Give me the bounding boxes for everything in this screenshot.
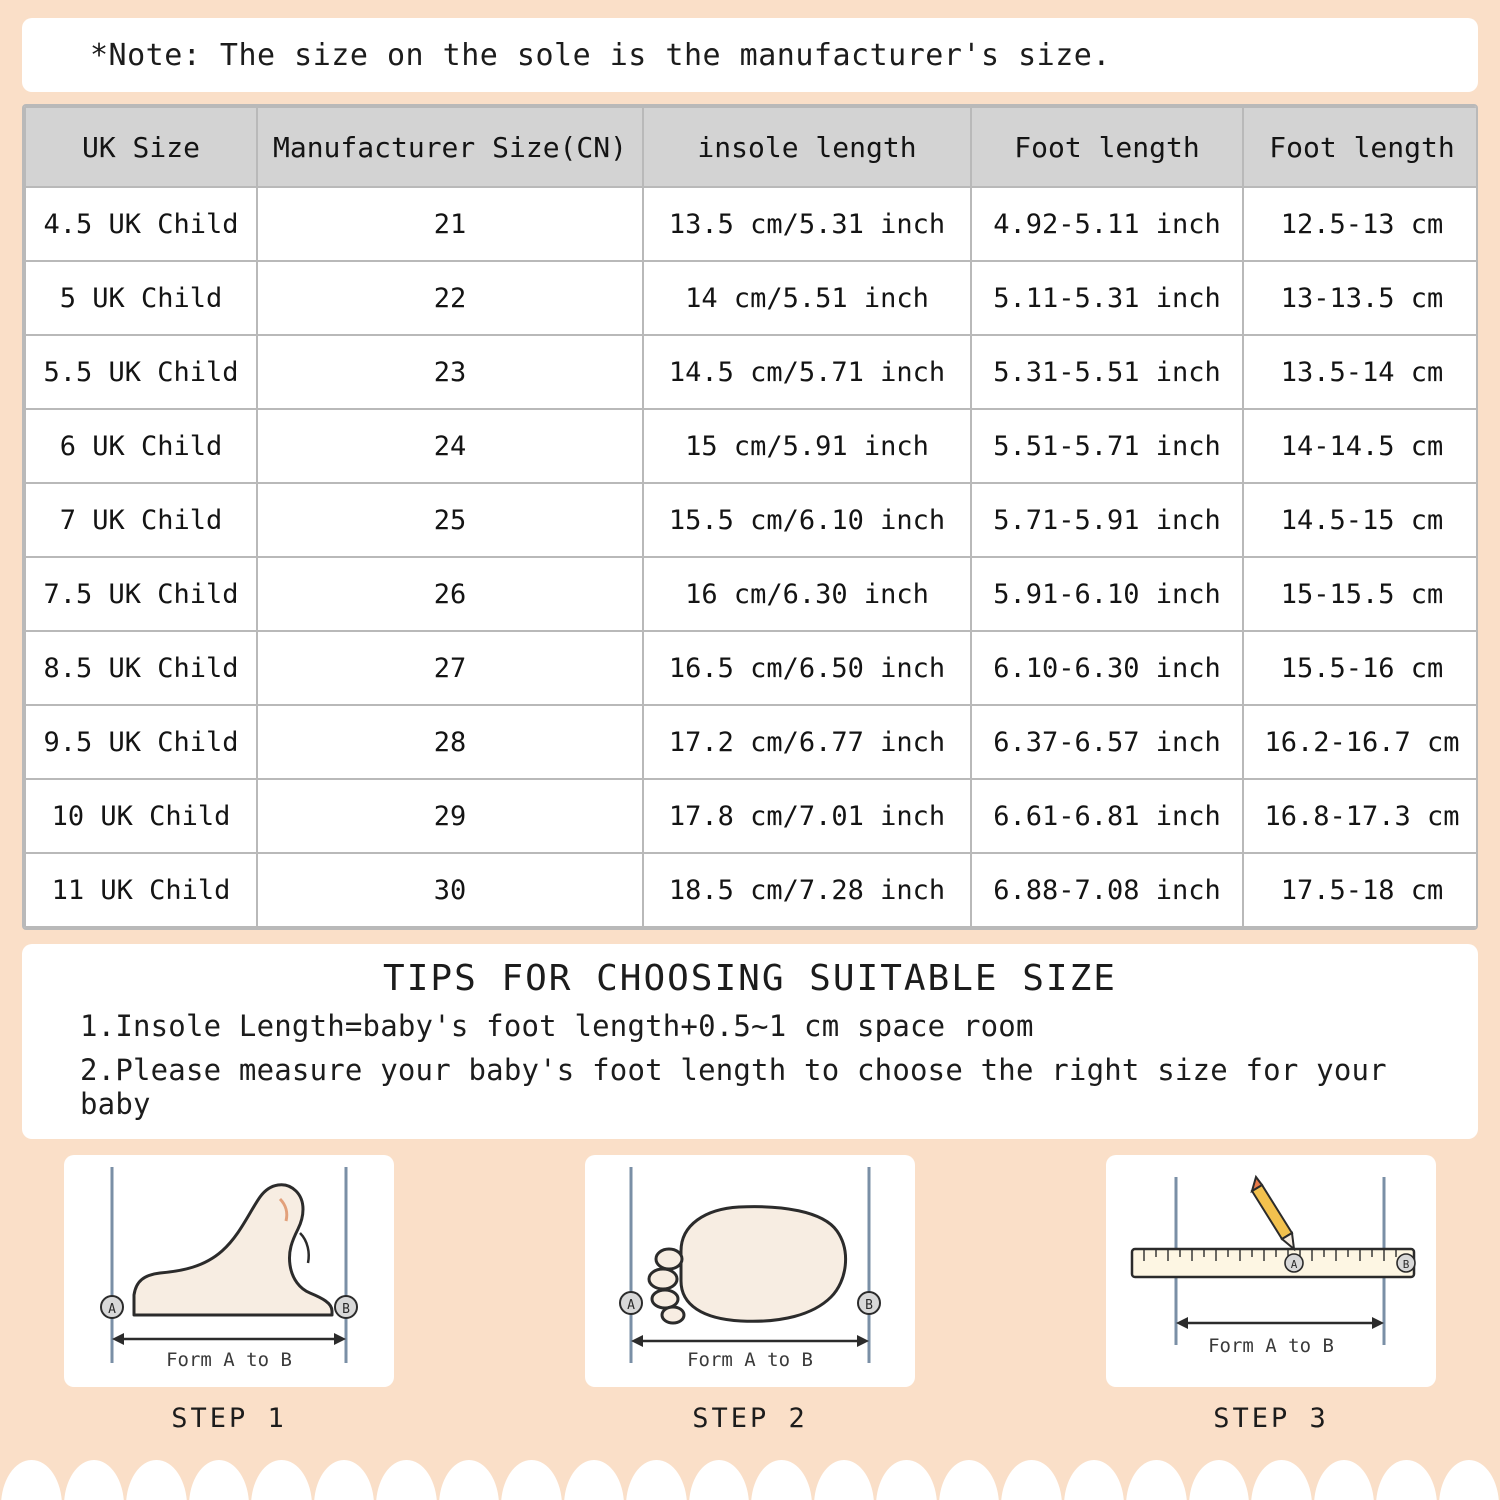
cell-foot-length-inch: 6.88-7.08 inch	[971, 853, 1243, 927]
cell-foot-length-inch: 4.92-5.11 inch	[971, 187, 1243, 261]
size-table-container	[22, 104, 1478, 930]
cell-manufacturer-size: 21	[257, 187, 643, 261]
cell-foot-length-cm: 16.8-17.3 cm	[1243, 779, 1478, 853]
cell-insole-length: 16 cm/6.30 inch	[643, 557, 971, 631]
step-2-label: STEP 2	[692, 1403, 808, 1434]
column-header-manufacturer-size: Manufacturer Size(CN)	[257, 107, 643, 187]
tips-title: TIPS FOR CHOOSING SUITABLE SIZE	[383, 958, 1117, 999]
cell-foot-length-inch: 5.71-5.91 inch	[971, 483, 1243, 557]
cell-uk-size: 5.5 UK Child	[25, 335, 257, 409]
cell-manufacturer-size: 28	[257, 705, 643, 779]
tips-line-2: 2.Please measure your baby's foot length to choose the right size for your baby	[80, 1053, 1387, 1121]
cell-foot-length-cm: 16.2-16.7 cm	[1243, 705, 1478, 779]
cell-foot-length-cm: 13-13.5 cm	[1243, 261, 1478, 335]
cell-foot-length-cm: 14-14.5 cm	[1243, 409, 1478, 483]
cell-foot-length-inch: 6.61-6.81 inch	[971, 779, 1243, 853]
cell-insole-length: 15 cm/5.91 inch	[643, 409, 971, 483]
column-header-foot-length-cm: Foot length	[1243, 107, 1478, 187]
cell-manufacturer-size: 27	[257, 631, 643, 705]
cell-manufacturer-size: 29	[257, 779, 643, 853]
cell-foot-length-cm: 12.5-13 cm	[1243, 187, 1478, 261]
table-row	[25, 631, 1478, 705]
table-row	[25, 557, 1478, 631]
step-1-label: STEP 1	[171, 1403, 287, 1434]
table-row	[25, 483, 1478, 557]
table-row	[25, 853, 1478, 927]
cell-uk-size: 5 UK Child	[25, 261, 257, 335]
cell-foot-length-inch: 5.31-5.51 inch	[971, 335, 1243, 409]
cell-uk-size: 10 UK Child	[25, 779, 257, 853]
steps-row	[22, 1155, 1478, 1434]
cell-insole-length: 16.5 cm/6.50 inch	[643, 631, 971, 705]
scallop-decoration	[0, 1460, 1500, 1500]
column-header-uk-size: UK Size	[25, 107, 257, 187]
note-text: *Note: The size on the sole is the manufacturer's size.	[90, 37, 1111, 73]
step-1	[64, 1155, 394, 1434]
cell-uk-size: 7.5 UK Child	[25, 557, 257, 631]
cell-insole-length: 13.5 cm/5.31 inch	[643, 187, 971, 261]
cell-uk-size: 9.5 UK Child	[25, 705, 257, 779]
cell-uk-size: 7 UK Child	[25, 483, 257, 557]
cell-foot-length-inch: 5.11-5.31 inch	[971, 261, 1243, 335]
step-3	[1106, 1155, 1436, 1434]
cell-uk-size: 11 UK Child	[25, 853, 257, 927]
cell-insole-length: 14 cm/5.51 inch	[643, 261, 971, 335]
cell-manufacturer-size: 30	[257, 853, 643, 927]
cell-insole-length: 14.5 cm/5.71 inch	[643, 335, 971, 409]
note-bar	[22, 18, 1478, 92]
pencil-icon	[1252, 1177, 1294, 1249]
cell-foot-length-inch: 6.37-6.57 inch	[971, 705, 1243, 779]
svg-text:B: B	[342, 1302, 350, 1317]
cell-insole-length: 15.5 cm/6.10 inch	[643, 483, 971, 557]
svg-text:A: A	[1290, 1258, 1298, 1271]
cell-uk-size: 6 UK Child	[25, 409, 257, 483]
cell-insole-length: 18.5 cm/7.28 inch	[643, 853, 971, 927]
table-row	[25, 409, 1478, 483]
cell-uk-size: 8.5 UK Child	[25, 631, 257, 705]
column-header-insole-length: insole length	[643, 107, 971, 187]
table-row	[25, 705, 1478, 779]
cell-uk-size: 4.5 UK Child	[25, 187, 257, 261]
cell-foot-length-inch: 6.10-6.30 inch	[971, 631, 1243, 705]
table-row	[25, 335, 1478, 409]
cell-manufacturer-size: 24	[257, 409, 643, 483]
table-row	[25, 187, 1478, 261]
cell-foot-length-cm: 14.5-15 cm	[1243, 483, 1478, 557]
svg-text:B: B	[865, 1298, 873, 1313]
cell-foot-length-cm: 15-15.5 cm	[1243, 557, 1478, 631]
svg-text:B: B	[1402, 1258, 1410, 1271]
svg-text:A: A	[108, 1302, 116, 1317]
cell-foot-length-cm: 13.5-14 cm	[1243, 335, 1478, 409]
step-3-caption: Form A to B	[1208, 1335, 1334, 1357]
step-2-caption: Form A to B	[687, 1349, 813, 1371]
table-header-row	[25, 107, 1478, 187]
cell-manufacturer-size: 25	[257, 483, 643, 557]
step-1-caption: Form A to B	[166, 1349, 292, 1371]
cell-insole-length: 17.8 cm/7.01 inch	[643, 779, 971, 853]
cell-insole-length: 17.2 cm/6.77 inch	[643, 705, 971, 779]
cell-foot-length-cm: 17.5-18 cm	[1243, 853, 1478, 927]
svg-text:A: A	[627, 1298, 635, 1313]
step-3-card	[1106, 1155, 1436, 1387]
table-row	[25, 779, 1478, 853]
table-row	[25, 261, 1478, 335]
cell-manufacturer-size: 22	[257, 261, 643, 335]
step-1-card	[64, 1155, 394, 1387]
step-3-label: STEP 3	[1213, 1403, 1329, 1434]
column-header-foot-length-inch: Foot length	[971, 107, 1243, 187]
tips-line-1: 1.Insole Length=baby's foot length+0.5~1 cm space room	[80, 1009, 1034, 1043]
tips-panel	[22, 944, 1478, 1139]
size-table	[24, 106, 1478, 928]
cell-manufacturer-size: 23	[257, 335, 643, 409]
cell-foot-length-inch: 5.51-5.71 inch	[971, 409, 1243, 483]
cell-foot-length-inch: 5.91-6.10 inch	[971, 557, 1243, 631]
step-2	[585, 1155, 915, 1434]
cell-foot-length-cm: 15.5-16 cm	[1243, 631, 1478, 705]
step-2-card	[585, 1155, 915, 1387]
cell-manufacturer-size: 26	[257, 557, 643, 631]
